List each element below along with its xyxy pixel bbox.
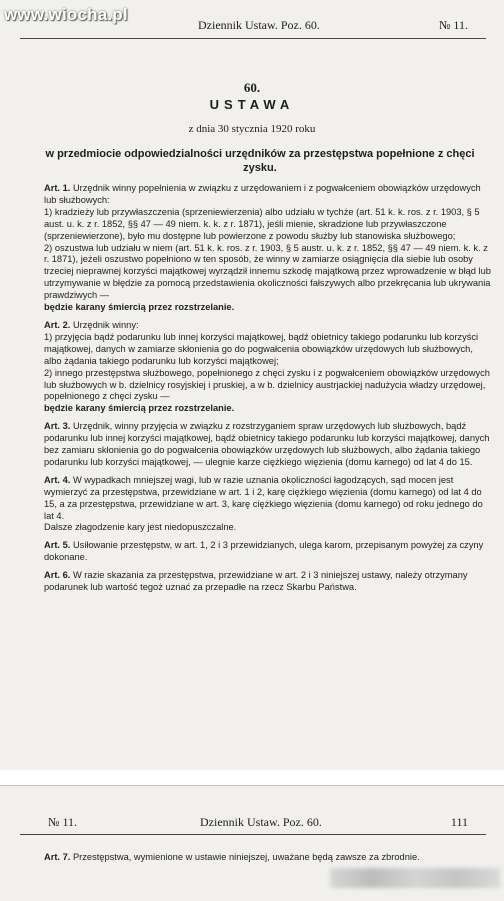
issue-number: № 11. bbox=[438, 18, 468, 32]
article-label: Art. 2. bbox=[44, 319, 71, 330]
article-2-point-1: 1) przyjęcia bądź podarunku lub innej korzyści majątkowej, bądź obietnicy takiego podarunku lub korzyści majątkowej, danych w zamiarze skłonienia go do pogwałcenia obowiązków urzędowych lub służbowych, albo żądania takiego podarunku lub korzyści majątkowej; bbox=[44, 331, 479, 366]
article-6 bbox=[22, 570, 492, 594]
article-4 bbox=[22, 475, 492, 523]
article-label: Art. 6. bbox=[44, 570, 71, 581]
article-1-point-2: 2) oszustwa lub udziału w niem (art. 51 k. k. ros. z r. 1903, § 5 austr. u. k. z r. 1852, §§ 47 — 49 niem. k. k. z r. 1871), jeżeli oszustwo popełniono w ten sposób, że winny w zamiarze osiągnięcia dla siebie lub osoby trzeciej nieprawnej korzyści majątkowej wyrządził innemu szkodę majątkową przez wprowadzenie w błąd lub utrzymywanie w błędzie za pomocą przedstawienia okoliczności fałszywych albo przekręcania lub ukrywania prawdziwych — bbox=[44, 242, 491, 301]
act-subject: w przedmiocie odpowiedzialności urzędników za przestępstwa popełnione z chęci zysku. bbox=[45, 148, 475, 174]
article-text: Urzędnik winny: bbox=[72, 319, 139, 330]
journal-title: Dziennik Ustaw. Poz. 60. bbox=[200, 815, 322, 829]
article-text: Urzędnik, winny przyjęcia w związku z rozstrzyganiem spraw urzędowych lub służbowych, bądź podarunku lub innej korzyści majątkowej, bądź obietnicy takiego podarunku lub korzyści majątkowej, danych bez zamiaru skłonienia go do pogwałcenia obowiązków urzędowych lub służbowych, albo żądania takiego podarunku lub korzyści majątkowej, — ulegnie karze ciężkiego więzienia (domu karnego) od lat 4 do 15. bbox=[44, 421, 490, 467]
article-label: Art. 4. bbox=[44, 474, 71, 485]
article-text: Usiłowanie przestępstw, w art. 1, 2 i 3 przewidzianych, ulega karom, przepisanym powyżej za czyny dokonane. bbox=[44, 540, 484, 563]
position-number: 60. bbox=[243, 80, 261, 95]
article-text: W wypadkach mniejszej wagi, lub w razie uznania okoliczności łagodzących, sąd mocen jest wymierzyć za przestępstwa, przewidziane w art. 1 i 2, karę ciężkiego więzienia (domu karnego) od lat 4 do 15, a za przestępstwa, przewidziane w art. 3, karę ciężkiego więzienia (domu karnego) od roku jednego do lat 4. bbox=[44, 474, 483, 521]
act-body bbox=[22, 183, 492, 594]
article-5 bbox=[22, 540, 492, 564]
watermark-logo: www.wiocha.pl bbox=[4, 5, 128, 24]
article-2-intro bbox=[22, 320, 492, 332]
page-header bbox=[0, 18, 504, 36]
blurred-region bbox=[330, 868, 500, 888]
article-1-point-1: 1) kradzieży lub przywłaszczenia (sprzeniewierzenia) albo udziału w tychże (art. 51 k. k. ros. z r. 1903, § 5 aust. u. k. z r. 1852, §§ 47 — 49 niem. k. k. z r. 1871), jeśli mienie, skradzione lub przywłaszczone (sprzeniewierzone), było mu dostępne lub powierzone z powodu służby lub stanowiska służbowego; bbox=[44, 206, 480, 241]
article-text: W razie skazania za przestępstwa, przewidziane w art. 2 i 3 niniejszej ustawy, należy otrzymany podarunek lub wartość tegoż uznać za przepadłe na rzecz Skarbu Państwa. bbox=[44, 570, 468, 593]
header-divider bbox=[20, 834, 486, 835]
article-4-extra: Dalsze złagodzenie kary jest niedopuszczalne. bbox=[44, 522, 237, 533]
article-label: Art. 3. bbox=[44, 421, 71, 432]
article-3 bbox=[22, 421, 492, 469]
article-text: Przestępstwa, wymienione w ustawie niniejszej, uważane będą zawsze za zbrodnie. bbox=[72, 852, 420, 862]
article-2-penalty: będzie karany śmiercią przez rozstrzelanie. bbox=[44, 403, 235, 414]
act-date: z dnia 30 stycznia 1920 roku bbox=[188, 123, 316, 135]
journal-title: Dziennik Ustaw. Poz. 60. bbox=[198, 18, 320, 32]
page-2-body bbox=[22, 851, 492, 863]
article-text: Urzędnik winny popełnienia w związku z urzędowaniem i z pogwałceniem obowiązków urzędowych lub służbowych: bbox=[44, 183, 481, 205]
issue-number: № 11. bbox=[48, 815, 78, 829]
header-divider bbox=[20, 38, 486, 39]
article-label: Art. 7. bbox=[44, 852, 71, 862]
article-1-penalty: będzie karany śmiercią przez rozstrzelanie. bbox=[44, 302, 235, 313]
article-label: Art. 1. bbox=[44, 183, 71, 193]
act-title: USTAWA bbox=[209, 97, 295, 112]
page-number: 111 bbox=[450, 815, 468, 829]
page-gap bbox=[0, 770, 504, 785]
article-2-point-2: 2) innego przestępstwa służbowego, popełnionego z chęci zysku i z pogwałceniem obowiązków urzędowych lub służbowych w b. dzielnicy rosyjskiej i pruskiej, a w b. dzielnicy austrjackiej nadużycia władzy urzędowej, popełnionego z chęci zysku — bbox=[44, 367, 490, 402]
article-1-intro bbox=[22, 183, 492, 207]
article-label: Art. 5. bbox=[44, 540, 71, 551]
article-7 bbox=[22, 851, 492, 863]
